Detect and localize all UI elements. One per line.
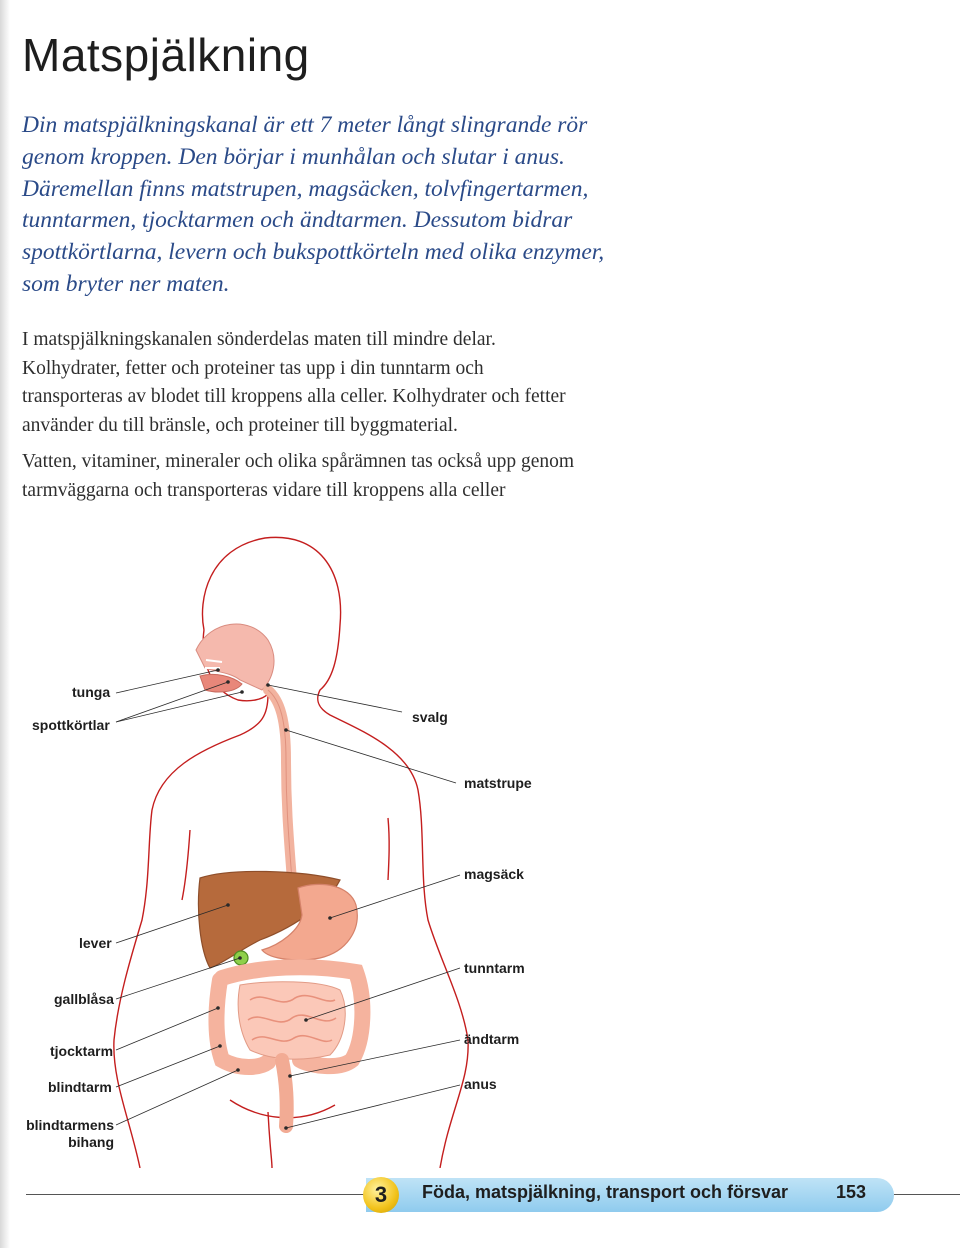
- label-anus: anus: [464, 1076, 497, 1092]
- body-paragraph-1: I matspjälkningskanalen sönderdelas maten till mindre delar. Kolhydrater, fetter och proteiner tas upp i din tunntarm och transporteras av blodet till kroppens alla celler. Kolhydrater och fetter använder du till bränsle, och proteiner till byggmaterial.: [22, 329, 566, 436]
- label-spottkortlar: spottkörtlar: [32, 717, 110, 733]
- label-gallblasa: gallblåsa: [54, 991, 114, 1007]
- label-blindtarmens-bihang-line-1: blindtarmens: [26, 1117, 114, 1133]
- page-footer: [0, 1174, 960, 1214]
- digestive-system-figure: [0, 528, 960, 1168]
- chapter-title: Föda, matspjälkning, transport och försvar: [422, 1182, 789, 1202]
- footer-rule-right: [894, 1194, 960, 1195]
- label-tjocktarm: tjocktarm: [50, 1043, 114, 1059]
- label-matstrupe: matstrupe: [464, 775, 532, 791]
- footer-rule-left: [26, 1194, 366, 1195]
- body-paragraph-2: Vatten, vitaminer, mineraler och olika spårämnen tas också upp genom tarmväggarna och transporteras vidare till kroppens alla celler: [22, 451, 575, 501]
- label-blindtarm: blindtarm: [48, 1079, 112, 1095]
- label-blindtarmens-bihang-line-2: bihang: [68, 1134, 114, 1150]
- label-tunga: tunga: [72, 684, 111, 700]
- digestive-system-illustration: [0, 528, 960, 1168]
- label-tunntarm: tunntarm: [464, 960, 525, 976]
- label-lever: lever: [79, 935, 112, 951]
- chapter-number-badge: 3: [363, 1177, 399, 1213]
- label-magsack: magsäck: [464, 866, 524, 882]
- label-blindtarmens-bihang: [26, 1117, 114, 1151]
- page-title: Matspjälkning: [22, 29, 310, 81]
- label-andtarm: ändtarm: [464, 1031, 520, 1047]
- intro-paragraph: Din matspjälkningskanal är ett 7 meter långt slingrande rör genom kroppen. Den börjar i munhålan och slutar i anus. Däremellan finns matstrupen, magsäcken, tolvfingertarmen, tunntarmen, tjocktarmen och ändtarmen. Dessutom bidrar spottkörtlarna, levern och bukspottkörteln med olika enzymer, som bryter ner maten.: [22, 112, 605, 297]
- label-svalg: svalg: [412, 709, 448, 725]
- page-number: 153: [836, 1182, 867, 1202]
